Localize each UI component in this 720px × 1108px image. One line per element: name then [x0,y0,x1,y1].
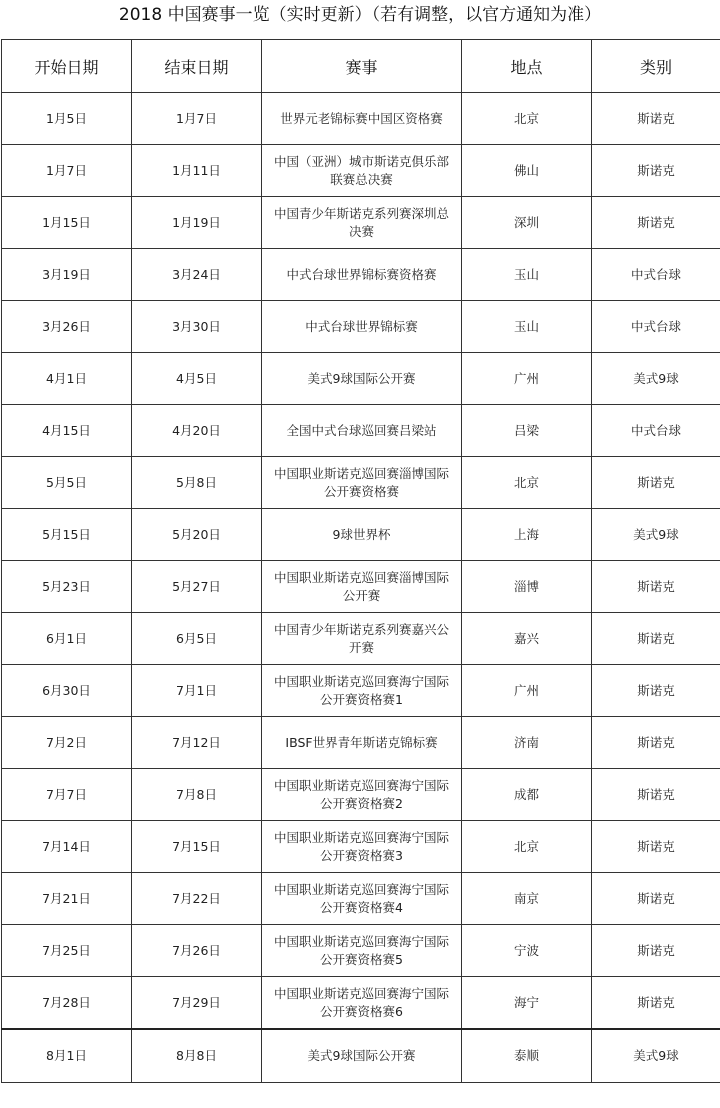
event-name-cell: 中式台球世界锦标赛资格赛 [262,249,462,301]
category-cell: 斯诺克 [592,561,720,613]
end-date-cell: 7月12日 [132,717,262,769]
end-date-cell: 7月29日 [132,977,262,1030]
table-header-row [2,40,720,93]
table-row [2,1029,720,1083]
start-date-cell: 7月25日 [2,925,132,977]
event-name-cell: 中国职业斯诺克巡回赛海宁国际公开赛资格赛1 [262,665,462,717]
table-row [2,925,720,977]
event-name-cell: 中国职业斯诺克巡回赛海宁国际公开赛资格赛3 [262,821,462,873]
location-cell: 玉山 [462,301,592,353]
event-name-cell: 美式9球国际公开赛 [262,353,462,405]
end-date-cell: 1月19日 [132,197,262,249]
table-row [2,457,720,509]
start-date-cell: 3月26日 [2,301,132,353]
table-row [2,769,720,821]
location-cell: 吕梁 [462,405,592,457]
table-row [2,821,720,873]
table-row [2,197,720,249]
start-date-cell: 7月7日 [2,769,132,821]
category-cell: 斯诺克 [592,977,720,1030]
start-date-cell: 4月1日 [2,353,132,405]
category-cell: 斯诺克 [592,93,720,145]
end-date-cell: 5月8日 [132,457,262,509]
header-category: 类别 [592,40,720,93]
start-date-cell: 6月30日 [2,665,132,717]
category-cell: 斯诺克 [592,665,720,717]
event-name-cell: 世界元老锦标赛中国区资格赛 [262,93,462,145]
end-date-cell: 7月15日 [132,821,262,873]
header-event: 赛事 [262,40,462,93]
event-name-cell: 中式台球世界锦标赛 [262,301,462,353]
table-row [2,977,720,1030]
location-cell: 广州 [462,353,592,405]
end-date-cell: 5月20日 [132,509,262,561]
start-date-cell: 5月5日 [2,457,132,509]
event-name-cell: 中国青少年斯诺克系列赛深圳总决赛 [262,197,462,249]
start-date-cell: 6月1日 [2,613,132,665]
location-cell: 海宁 [462,977,592,1030]
end-date-cell: 5月27日 [132,561,262,613]
table-row [2,301,720,353]
end-date-cell: 1月7日 [132,93,262,145]
event-name-cell: 中国职业斯诺克巡回赛海宁国际公开赛资格赛2 [262,769,462,821]
start-date-cell: 5月23日 [2,561,132,613]
start-date-cell: 4月15日 [2,405,132,457]
location-cell: 济南 [462,717,592,769]
event-name-cell: 9球世界杯 [262,509,462,561]
category-cell: 美式9球 [592,353,720,405]
event-name-cell: 中国青少年斯诺克系列赛嘉兴公开赛 [262,613,462,665]
category-cell: 美式9球 [592,1029,720,1083]
category-cell: 中式台球 [592,405,720,457]
event-name-cell: 中国职业斯诺克巡回赛淄博国际公开赛资格赛 [262,457,462,509]
event-name-cell: 美式9球国际公开赛 [262,1029,462,1083]
start-date-cell: 7月14日 [2,821,132,873]
event-name-cell: 全国中式台球巡回赛吕梁站 [262,405,462,457]
end-date-cell: 3月30日 [132,301,262,353]
end-date-cell: 7月8日 [132,769,262,821]
location-cell: 上海 [462,509,592,561]
category-cell: 斯诺克 [592,769,720,821]
category-cell: 斯诺克 [592,145,720,197]
location-cell: 深圳 [462,197,592,249]
end-date-cell: 8月8日 [132,1029,262,1083]
start-date-cell: 5月15日 [2,509,132,561]
table-row [2,665,720,717]
table-row [2,145,720,197]
header-location: 地点 [462,40,592,93]
category-cell: 斯诺克 [592,613,720,665]
end-date-cell: 1月11日 [132,145,262,197]
end-date-cell: 7月1日 [132,665,262,717]
category-cell: 斯诺克 [592,197,720,249]
start-date-cell: 7月21日 [2,873,132,925]
table-row [2,717,720,769]
end-date-cell: 3月24日 [132,249,262,301]
event-name-cell: IBSF世界青年斯诺克锦标赛 [262,717,462,769]
start-date-cell: 7月2日 [2,717,132,769]
category-cell: 斯诺克 [592,925,720,977]
location-cell: 北京 [462,821,592,873]
location-cell: 玉山 [462,249,592,301]
category-cell: 斯诺克 [592,821,720,873]
location-cell: 成都 [462,769,592,821]
table-row [2,613,720,665]
event-name-cell: 中国职业斯诺克巡回赛海宁国际公开赛资格赛6 [262,977,462,1030]
start-date-cell: 1月7日 [2,145,132,197]
category-cell: 中式台球 [592,301,720,353]
page-title: 2018 中国赛事一览（实时更新）（若有调整，以官方通知为准） [118,5,602,25]
start-date-cell: 3月19日 [2,249,132,301]
category-cell: 斯诺克 [592,717,720,769]
location-cell: 佛山 [462,145,592,197]
category-cell: 斯诺克 [592,873,720,925]
location-cell: 北京 [462,457,592,509]
end-date-cell: 7月22日 [132,873,262,925]
start-date-cell: 7月28日 [2,977,132,1030]
end-date-cell: 6月5日 [132,613,262,665]
event-name-cell: 中国（亚洲）城市斯诺克俱乐部联赛总决赛 [262,145,462,197]
end-date-cell: 4月5日 [132,353,262,405]
table-row [2,509,720,561]
end-date-cell: 4月20日 [132,405,262,457]
event-name-cell: 中国职业斯诺克巡回赛淄博国际公开赛 [262,561,462,613]
table-row [2,353,720,405]
event-schedule-table [1,39,720,1083]
header-start-date: 开始日期 [2,40,132,93]
table-row [2,405,720,457]
start-date-cell: 8月1日 [2,1029,132,1083]
end-date-cell: 7月26日 [132,925,262,977]
location-cell: 宁波 [462,925,592,977]
category-cell: 中式台球 [592,249,720,301]
event-name-cell: 中国职业斯诺克巡回赛海宁国际公开赛资格赛5 [262,925,462,977]
location-cell: 淄博 [462,561,592,613]
location-cell: 南京 [462,873,592,925]
table-row [2,249,720,301]
location-cell: 泰顺 [462,1029,592,1083]
category-cell: 美式9球 [592,509,720,561]
start-date-cell: 1月15日 [2,197,132,249]
location-cell: 嘉兴 [462,613,592,665]
table-row [2,873,720,925]
header-end-date: 结束日期 [132,40,262,93]
table-row [2,561,720,613]
location-cell: 广州 [462,665,592,717]
location-cell: 北京 [462,93,592,145]
start-date-cell: 1月5日 [2,93,132,145]
table-body [2,93,720,1083]
event-name-cell: 中国职业斯诺克巡回赛海宁国际公开赛资格赛4 [262,873,462,925]
category-cell: 斯诺克 [592,457,720,509]
table-row [2,93,720,145]
